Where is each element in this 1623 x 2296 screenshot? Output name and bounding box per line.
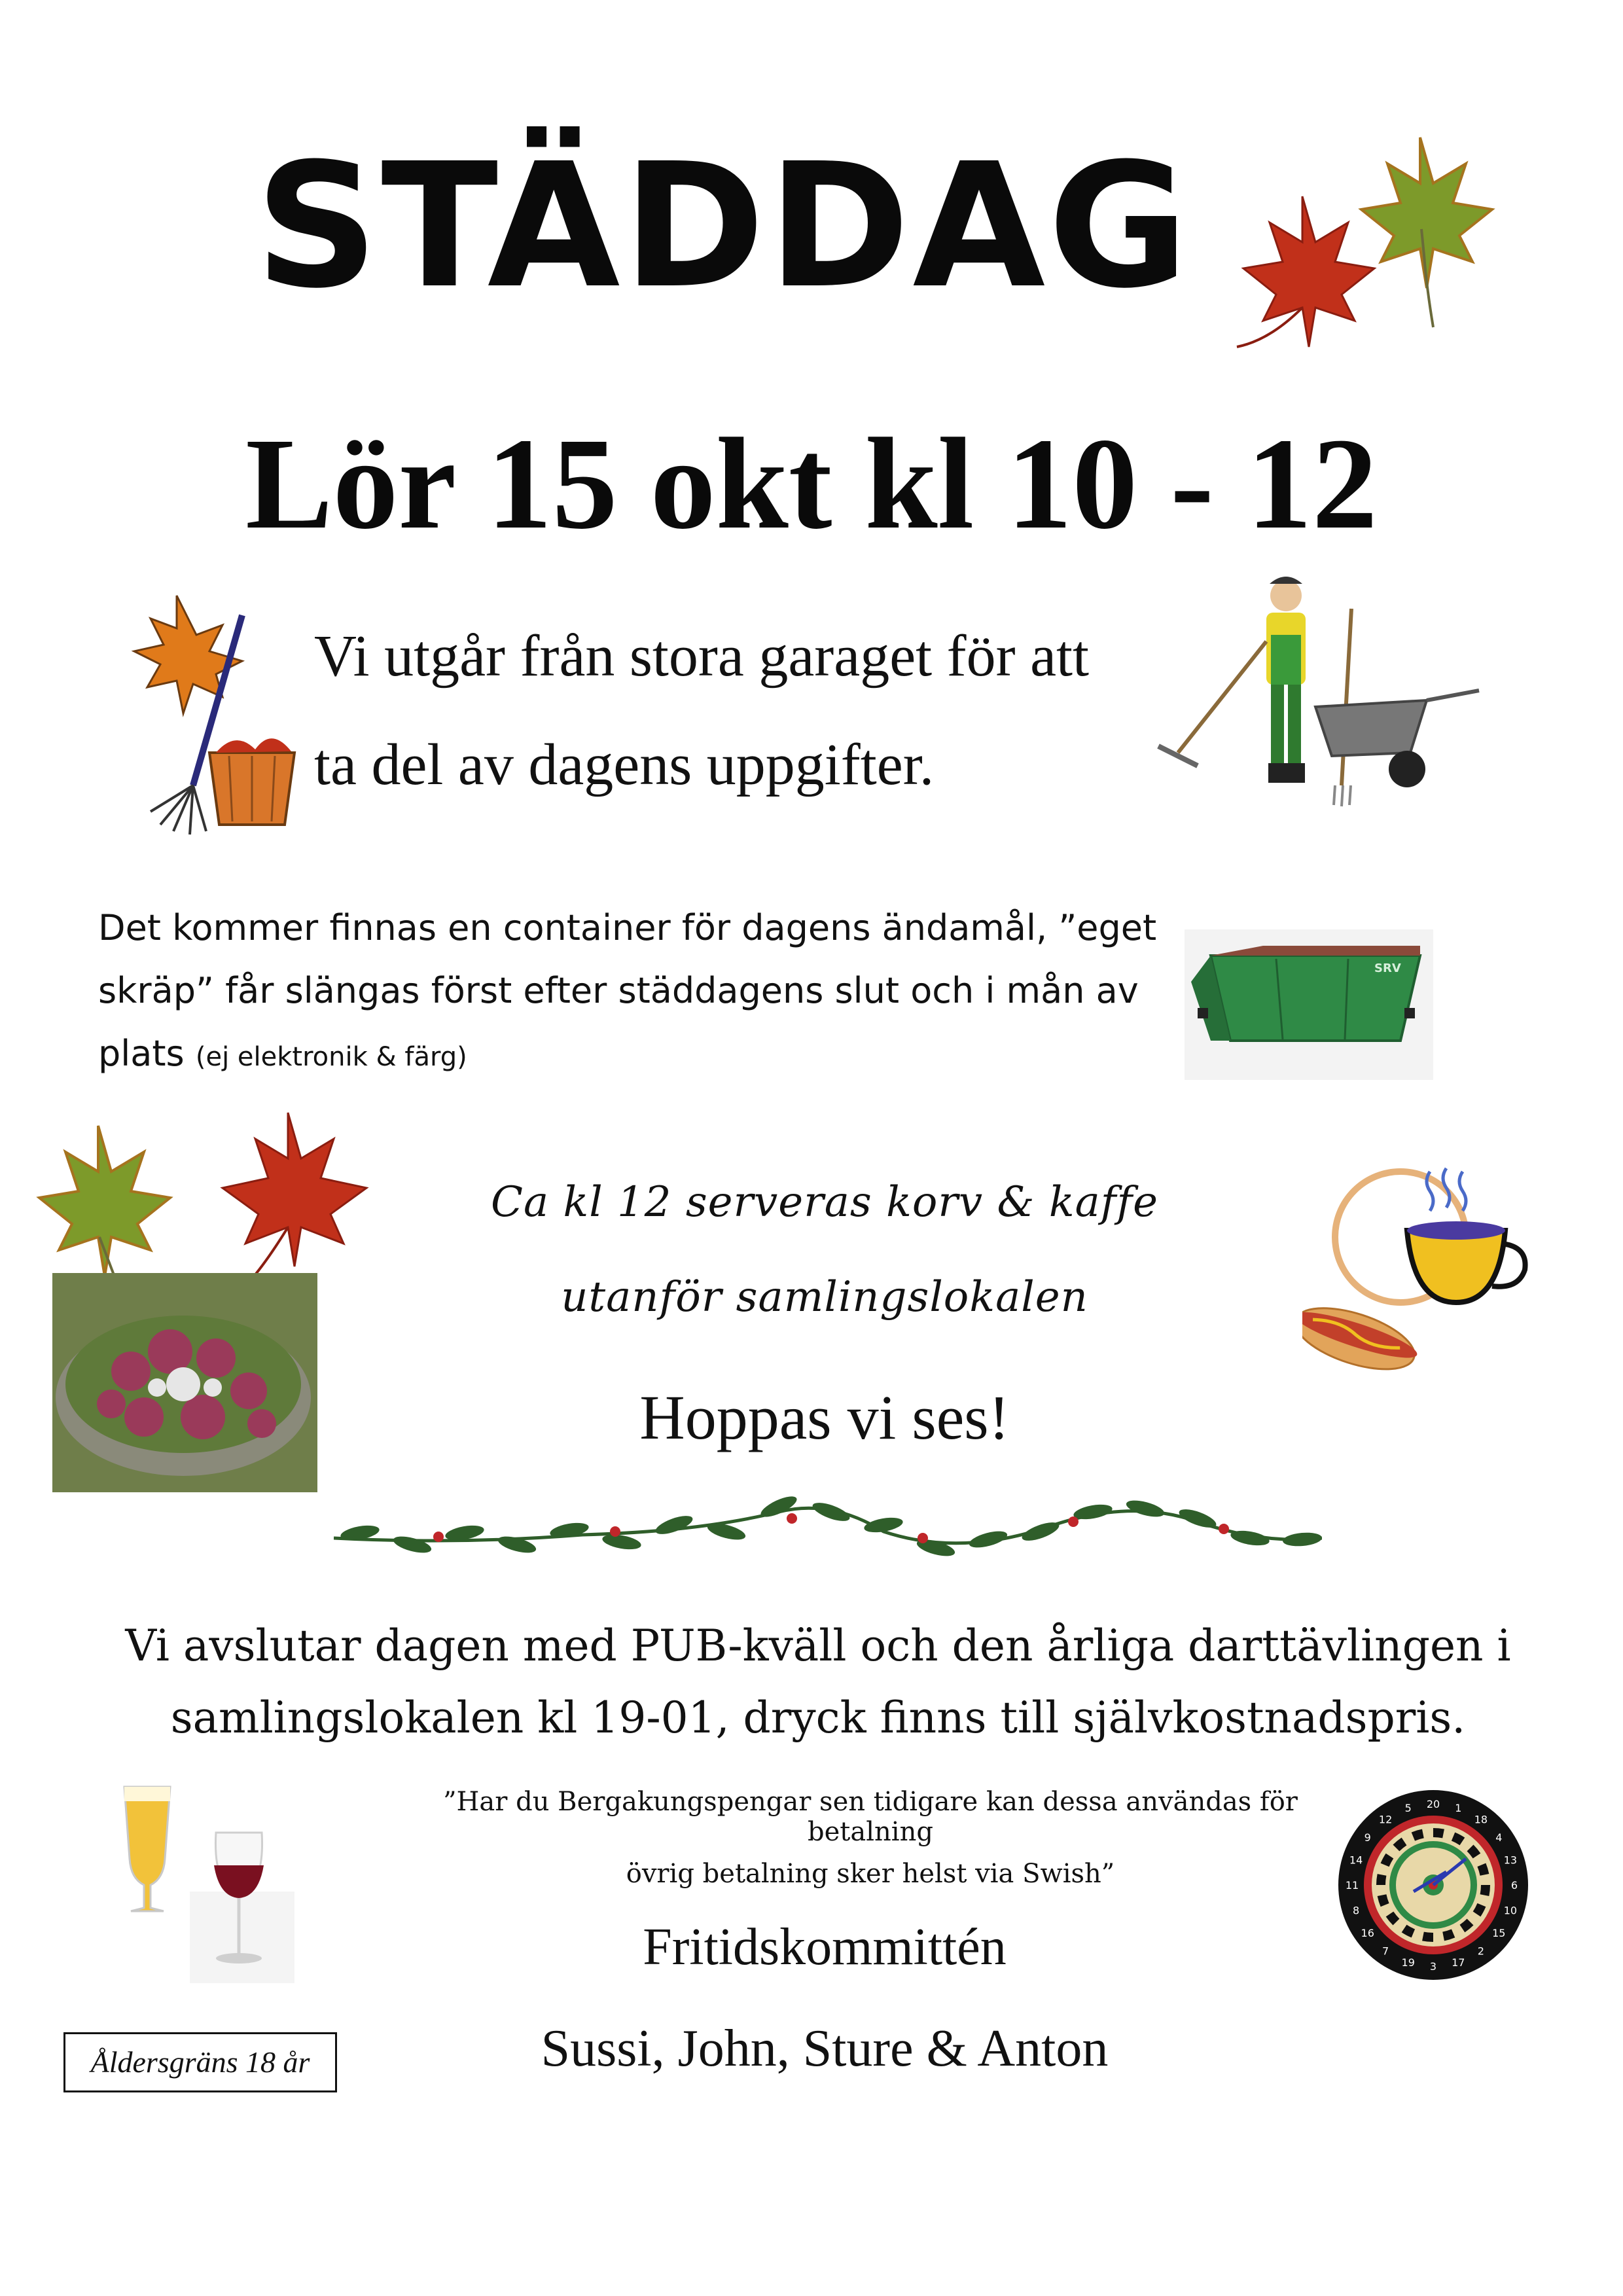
- dartboard-number: 8: [1353, 1904, 1360, 1917]
- payment-note-line-1: ”Har du Bergakungspengar sen tidigare kan dessa användas för betalning: [443, 1787, 1298, 1847]
- dartboard-number: 3: [1429, 1960, 1437, 1973]
- dartboard-number: 6: [1510, 1879, 1518, 1892]
- page-title: STÄDDAG: [255, 126, 1192, 326]
- container-notice: [98, 897, 1178, 1088]
- food-line-1: Ca kl 12 serveras korv & kaffe: [490, 1178, 1159, 1227]
- container-notice-line-1: Det kommer finnas en container för dagens ändamål, ”eget: [98, 907, 1157, 948]
- leaf-garland-divider: [334, 1486, 1322, 1577]
- gardener-wheelbarrow-icon: [1152, 569, 1492, 812]
- dartboard-number: 18: [1474, 1813, 1488, 1826]
- rake-basket-icon: [131, 589, 301, 851]
- dartboard-number: 10: [1503, 1904, 1518, 1917]
- payment-note-line-2: övrig betalning sker helst via Swish”: [626, 1859, 1115, 1889]
- intro-line-1: Vi utgår från stora garaget för att: [314, 624, 1090, 689]
- container-notice-line-2: skräp” får slängas först efter städdagens slut och i mån av: [98, 970, 1139, 1011]
- dartboard-number: 11: [1345, 1879, 1359, 1892]
- pub-evening-text: [85, 1610, 1551, 1754]
- food-line-2: utanför samlingslokalen: [561, 1273, 1088, 1321]
- dartboard-number: 13: [1503, 1854, 1518, 1867]
- dartboard-number: 5: [1404, 1802, 1412, 1815]
- pub-line-2: samlingslokalen kl 19-01, dryck finns till självkostnadspris.: [170, 1693, 1466, 1743]
- dartboard-number: 19: [1401, 1956, 1415, 1969]
- dartboard-number: 20: [1426, 1798, 1440, 1810]
- date-line: Lör 15 okt kl 10 - 12: [245, 412, 1378, 556]
- beer-wine-icon: [118, 1780, 294, 1983]
- dartboard-number: 2: [1477, 1945, 1484, 1958]
- committee-name: Fritidskommittén: [643, 1918, 1007, 1976]
- intro-line-2: ta del av dagens uppgifter.: [314, 732, 935, 797]
- dartboard-number: 4: [1495, 1831, 1503, 1844]
- container-icon: [1185, 929, 1433, 1080]
- intro-text: [314, 602, 1089, 819]
- flower-bed-icon: [52, 1273, 317, 1492]
- pub-line-1: Vi avslutar dagen med PUB-kväll och den årliga darttävlingen i: [125, 1621, 1511, 1671]
- container-logo: SRV: [1374, 961, 1401, 975]
- dartboard-number: 9: [1364, 1831, 1371, 1844]
- coffee-hotdog-icon: [1302, 1165, 1538, 1374]
- dartboard-number: 14: [1349, 1854, 1363, 1867]
- dartboard-number: 7: [1382, 1945, 1389, 1958]
- container-notice-exclusions: (ej elektronik & färg): [195, 1042, 467, 1072]
- container-notice-line-3: [98, 1022, 1178, 1088]
- dartboard-number: 16: [1361, 1926, 1374, 1939]
- greeting-text: Hoppas vi ses!: [639, 1382, 1010, 1452]
- autumn-leaves-icon: [1217, 118, 1531, 353]
- dartboard-number: 12: [1378, 1813, 1393, 1826]
- dartboard-number: 15: [1492, 1926, 1506, 1939]
- dartboard-number: 17: [1452, 1956, 1465, 1969]
- dartboard-icon: [1335, 1787, 1531, 1983]
- age-limit-badge: Åldersgräns 18 år: [63, 2032, 337, 2092]
- dartboard-number: 1: [1455, 1802, 1462, 1815]
- container-notice-main: plats: [98, 1033, 185, 1074]
- committee-members: Sussi, John, Sture & Anton: [541, 2020, 1109, 2077]
